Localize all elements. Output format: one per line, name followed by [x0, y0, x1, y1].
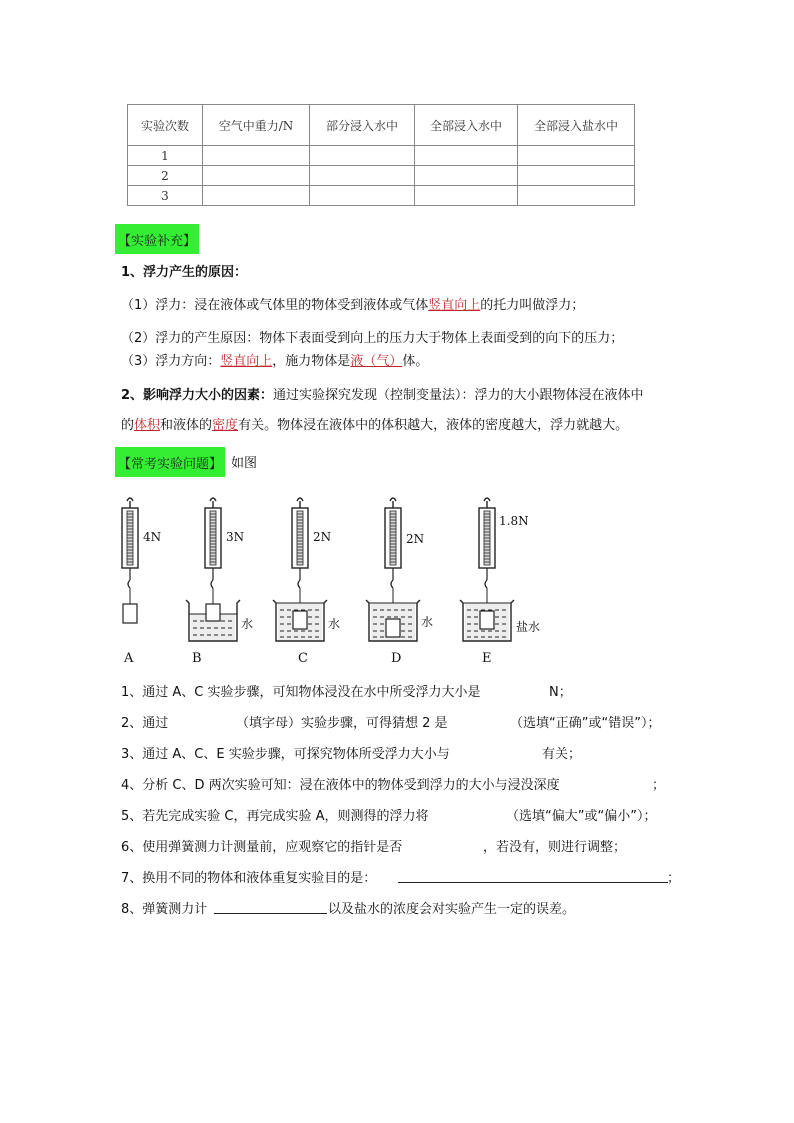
panel-label-e: E: [482, 651, 492, 666]
spring-scale-b: [205, 498, 221, 604]
spring-scale-e: [479, 498, 495, 611]
table-cell: 1: [128, 146, 203, 166]
text: （3）浮力方向：: [121, 354, 221, 369]
question-7: 7、换用不同的物体和液体重复实验目的是：: [121, 871, 377, 886]
reading-d: 2N: [406, 532, 425, 546]
question-2-mid: （填字母）实验步骤，可得猜想 2 是: [236, 716, 448, 731]
question-3-tail: 有关；: [542, 747, 582, 762]
reading-e: 1.8N: [499, 514, 529, 528]
text: ，施力物体是: [272, 354, 351, 369]
text: 体。: [402, 354, 429, 369]
question-1: [121, 681, 481, 700]
highlight-text: 体积: [134, 418, 161, 433]
common-questions-tag: 【常考实验问题】: [115, 447, 225, 477]
reading-c: 2N: [313, 530, 332, 544]
highlight-text: 液（气）: [350, 354, 403, 369]
panel-label-c: C: [298, 651, 308, 666]
question-3: 3、通过 A、C、E 实验步骤，可探究物体所受浮力大小与: [121, 747, 450, 762]
text: 有关。物体浸在液体中的体积越大，液体的密度越大，浮力就越大。: [238, 418, 629, 433]
text: （1）浮力：浸在液体或气体里的物体受到液体或气体: [121, 298, 429, 313]
question-6-tail: ，若没有，则进行调整；: [483, 840, 627, 855]
item-buoyancy-origin: （2）浮力的产生原因：物体下表面受到向上的压力大于物体上表面受到的向下的压力；: [121, 331, 624, 346]
text: 的: [121, 418, 135, 433]
question-8-tail: 以及盐水的浓度会对实验产生一定的误差。: [328, 902, 576, 917]
table-cell: 2: [128, 166, 203, 186]
highlight-text: 密度: [212, 418, 239, 433]
highlight-text: 竖直向上: [428, 298, 481, 313]
text: 和液体的: [160, 418, 213, 433]
common-questions-after: 如图: [231, 456, 258, 471]
panel-label-b: B: [192, 651, 202, 666]
answer-blank-7[interactable]: [398, 882, 668, 883]
liquid-label-c: 水: [328, 617, 341, 631]
question-4-tail: ；: [652, 778, 666, 793]
beaker-c: [273, 600, 327, 641]
spring-scale-a: [122, 498, 138, 623]
beaker-e: [460, 600, 514, 641]
text: 通过实验探究发现（控制变量法）：浮力的大小跟物体浸在液体中: [273, 388, 644, 403]
liquid-label-e: 盐水: [516, 620, 541, 634]
reading-b: 3N: [226, 530, 245, 544]
supplement-tag: 【实验补充】: [115, 224, 199, 254]
answer-blank-8[interactable]: [214, 913, 327, 914]
text: 的托力叫做浮力；: [480, 298, 585, 313]
question-7-tail: ；: [667, 871, 681, 886]
beaker-d: [366, 600, 420, 641]
col-header: 实验次数: [128, 105, 203, 146]
spring-scale-c: [292, 498, 308, 611]
table-cell: 3: [128, 186, 203, 206]
panel-label-d: D: [391, 651, 402, 666]
question-6: 6、使用弹簧测力计测量前，应观察它的指针是否: [121, 840, 403, 855]
question-4: 4、分析 C、D 两次实验可知：浸在液体中的物体受到浮力的大小与浸没深度: [121, 778, 560, 793]
question-5: 5、若先完成实验 C，再完成实验 A，则测得的浮力将: [121, 809, 429, 824]
liquid-label-b: 水: [241, 617, 254, 631]
highlight-text: 竖直向上: [220, 354, 273, 369]
col-header: 部分浸入水中: [310, 105, 415, 146]
question-1-tail: N；: [549, 685, 572, 700]
text: 2、影响浮力大小的因素：: [121, 388, 274, 403]
text: 1、通过 A、C 实验步骤，可知物体浸没在水中所受浮力大小是: [121, 685, 481, 700]
liquid-label-d: 水: [421, 615, 434, 629]
question-2-tail: （选填“正确”或“错误”）；: [510, 716, 661, 731]
spring-scale-d: [385, 498, 401, 619]
heading-buoyancy-cause: 1、浮力产生的原因：: [121, 265, 248, 280]
col-header: 全部浸入盐水中: [518, 105, 635, 146]
col-header: 空气中重力/N: [203, 105, 310, 146]
question-2: 2、通过: [121, 716, 169, 731]
question-8: 8、弹簧测力计: [121, 902, 208, 917]
beaker-b: [186, 600, 240, 641]
question-5-tail: （选填“偏大”或“偏小”）；: [506, 809, 657, 824]
reading-a: 4N: [143, 530, 162, 544]
panel-label-a: A: [124, 651, 134, 666]
col-header: 全部浸入水中: [415, 105, 518, 146]
